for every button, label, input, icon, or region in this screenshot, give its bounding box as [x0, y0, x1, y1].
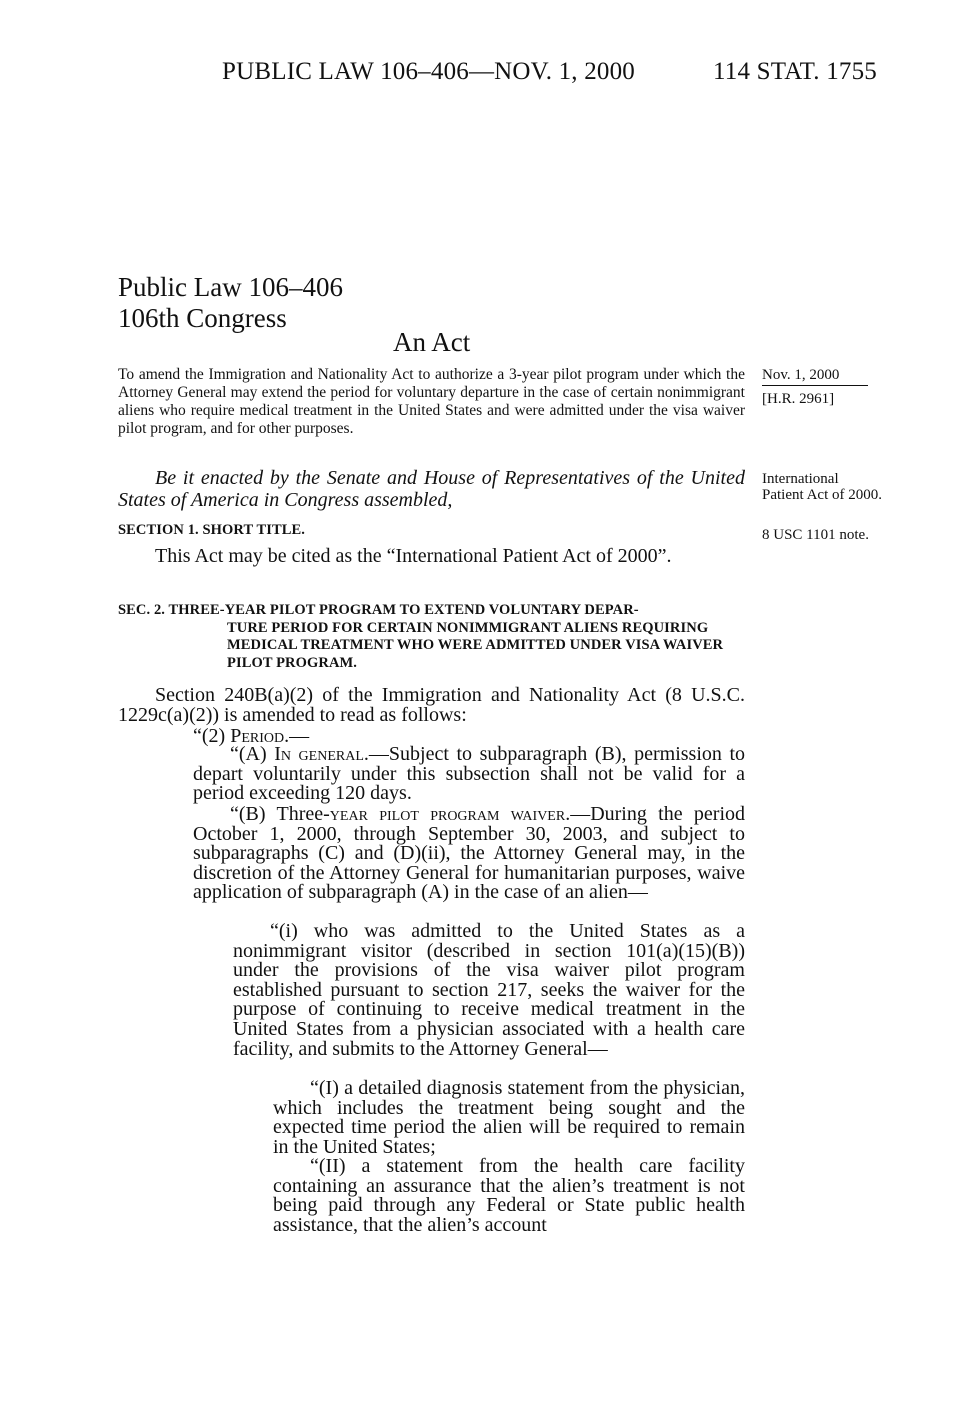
section-2-heading-rest: TURE PERIOD FOR CERTAIN NONIMMIGRANT ALIENS REQUIRING MEDICAL TREATMENT WHO WERE ADMITTED UNDER VISA WAIVER PILOT PROGRAM.: [227, 619, 724, 671]
subparagraph-a-label: “(A): [230, 743, 275, 765]
an-act-heading: An Act: [393, 327, 471, 357]
running-head-left: PUBLIC LAW 106–406—NOV. 1, 2000: [222, 58, 636, 85]
purpose-statement: To amend the Immigration and Nationality Act to authorize a 3-year pilot program under which the Attorney General may extend the period for voluntary departure in the case of certain nonimmigrant aliens who require medical treatment in the United States and were admitted under the visa waiver pilot program, and for other purposes.: [118, 366, 745, 437]
law-title-block: [118, 272, 343, 334]
subparagraph-a-title: In general: [274, 743, 364, 765]
section-1-heading: SECTION 1. SHORT TITLE.: [118, 522, 306, 538]
public-law-number: Public Law 106–406: [118, 272, 343, 302]
margin-short-title: International Patient Act of 2000.: [762, 471, 882, 503]
margin-usc-note: 8 USC 1101 note.: [762, 527, 869, 543]
paragraph-2-dash: .—: [284, 725, 310, 747]
clause-i: “(i) who was admitted to the United States as a nonimmigrant visitor (described in section 101(a)(15)(B)) under the provisions of the visa waiver pilot program established pursuant to section 217, seeks the waiver for the purpose of continuing to receive medical treatment in the United States from a physician associated with a health care facility, and submits to the Attorney General—: [233, 920, 745, 1060]
subparagraph-b-text: .—During the period October 1, 2000, through September 30, 2003, and subject to subparagraphs (C) and (D)(ii), the Attorney General may, in the discretion of the Attorney General for humanitarian purposes, waive application of subparagraph (A) in the case of an alien—: [193, 803, 746, 904]
subparagraph-b-label: “(B) Three-: [230, 803, 330, 825]
subparagraph-b: [193, 805, 745, 903]
congress-number: 106th Congress: [118, 303, 287, 333]
section-2-intro: Section 240B(a)(2) of the Immigration and Nationality Act (8 U.S.C. 1229c(a)(2)) is amended to read as follows:: [118, 684, 745, 726]
margin-date: Nov. 1, 2000: [762, 367, 868, 386]
subparagraph-b-title: year pilot program waiver: [329, 803, 566, 825]
paragraph-2-label: “(2): [193, 725, 231, 747]
page-citation: 114 STAT. 1755: [713, 58, 877, 85]
subclause-II: “(II) a statement from the health care facility containing an assurance that the alien’s treatment is not being paid through any Federal or State public health assistance, that the alien’s account: [273, 1155, 745, 1236]
subparagraph-a: [193, 745, 745, 804]
subclause-I: “(I) a detailed diagnosis statement from the physician, which includes the treatment being sought and the expected time period the alien will be required to remain in the United States;: [273, 1077, 745, 1158]
subparagraph-a-text: .—Subject to subparagraph (B), permission to depart voluntarily under this subsection shall not be valid for a period exceeding 120 days.: [193, 743, 745, 805]
enacting-clause: Be it enacted by the Senate and House of Representatives of the United States of America in Congress assembled,: [118, 467, 745, 511]
margin-bill-number: [H.R. 2961]: [762, 391, 835, 407]
section-2-heading-first: SEC. 2. THREE-YEAR PILOT PROGRAM TO EXTEND VOLUNTARY DEPAR-: [118, 602, 639, 618]
section-2-heading: [118, 602, 748, 672]
section-1-text: This Act may be cited as the “International Patient Act of 2000”.: [155, 545, 672, 567]
paragraph-2-title: Period: [230, 725, 285, 747]
